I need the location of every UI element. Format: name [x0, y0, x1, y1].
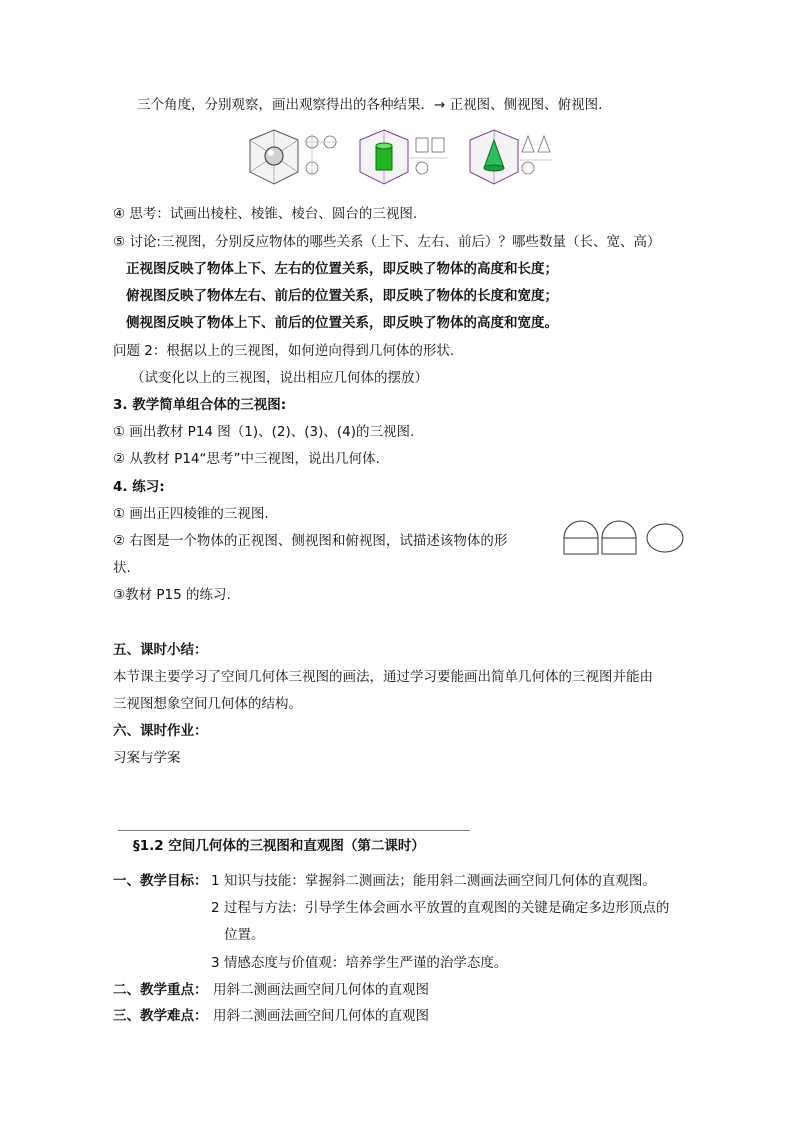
three-views-figures: [246, 128, 552, 190]
intro-line: 三个角度，分别观察，画出观察得出的各种结果．→ 正视图、侧视图、俯视图.: [137, 97, 603, 113]
key-point-label: 二、教学重点：: [113, 982, 208, 998]
item-4-2-line1: ② 右图是一个物体的正视图、侧视图和俯视图，试描述该物体的形: [113, 533, 508, 549]
summary-text-line1: 本节课主要学习了空间几何体三视图的画法，通过学习要能画出简单几何体的三视图并能由: [113, 669, 653, 685]
goal-3: 3 情感态度与价值观：培养学生严谨的治学态度。: [211, 955, 508, 971]
item-4-3: ③教材 P15 的练习.: [113, 587, 231, 603]
difficulty-text: 用斜二测画法画空间几何体的直观图: [213, 1008, 429, 1024]
cone-three-view-figure: [470, 130, 552, 184]
discuss-item: ⑤ 讨论:三视图，分别反应物体的哪些关系（上下、左右、前后）？哪些数量（长、宽、高）: [113, 234, 661, 250]
difficulty-label: 三、教学难点：: [113, 1008, 208, 1024]
item-4-1: ① 画出正四棱锥的三视图.: [113, 506, 269, 522]
exercise-three-views-figure: [562, 518, 686, 556]
question-2: 问题 2：根据以上的三视图，如何逆向得到几何体的形状.: [113, 343, 455, 359]
goal-2-line1: 2 过程与方法：引导学生体会画水平放置的直观图的关键是确定多边形顶点的: [211, 900, 670, 916]
sphere-three-view-figure: [250, 130, 338, 184]
key-point-text: 用斜二测画法画空间几何体的直观图: [213, 982, 429, 998]
homework-title: 六、课时作业：: [113, 723, 208, 739]
goals-label: 一、教学目标：: [113, 873, 208, 889]
item-4-title: 4. 练习:: [113, 479, 165, 495]
front-view-relation: 正视图反映了物体上下、左右的位置关系，即反映了物体的高度和长度；: [126, 261, 558, 277]
item-3-2: ② 从教材 P14“思考”中三视图，说出几何体.: [113, 451, 380, 467]
goal-1: 1 知识与技能：掌握斜二测画法；能用斜二测画法画空间几何体的直观图。: [211, 873, 656, 889]
item-3-1: ① 画出教材 P14 图（1)、(2)、(3)、(4)的三视图.: [113, 424, 415, 440]
top-view-relation: 俯视图反映了物体左右、前后的位置关系，即反映了物体的长度和宽度；: [126, 288, 558, 304]
item-3-title: 3. 教学简单组合体的三视图:: [113, 397, 287, 413]
summary-text-line2: 三视图想象空间几何体的结构。: [113, 696, 302, 712]
summary-title: 五、课时小结：: [113, 642, 208, 658]
goal-2-line2: 位置。: [224, 927, 265, 943]
item-4-2-line2: 状.: [113, 560, 131, 576]
lesson-2-heading: §1.2 空间几何体的三视图和直观图（第二课时）: [133, 838, 425, 854]
cylinder-three-view-figure: [360, 130, 448, 184]
side-view-relation: 侧视图反映了物体上下、前后的位置关系，即反映了物体的高度和宽度。: [126, 315, 558, 331]
section-divider: [118, 830, 470, 831]
question-2-hint: （试变化以上的三视图，说出相应几何体的摆放）: [131, 370, 428, 386]
homework-text: 习案与学案: [113, 750, 181, 766]
think-item: ④ 思考：试画出棱柱、棱锥、棱台、圆台的三视图.: [113, 206, 418, 222]
